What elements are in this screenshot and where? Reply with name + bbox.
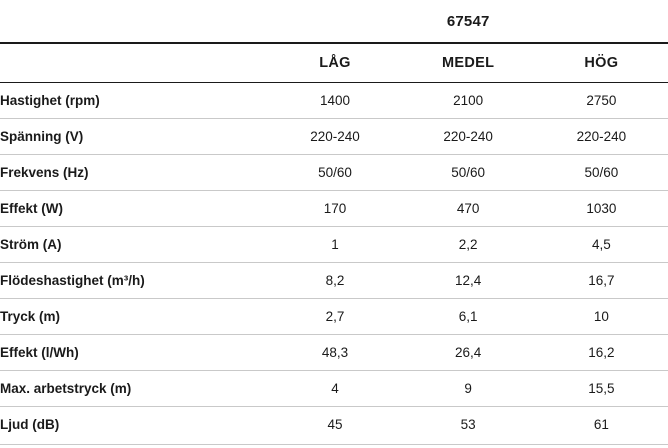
- row-value-medium: 9: [402, 371, 535, 407]
- row-value-medium: 470: [402, 191, 535, 227]
- row-value-high: 16,7: [535, 263, 668, 299]
- row-value-high: 4,5: [535, 227, 668, 263]
- row-value-low: 50/60: [268, 155, 401, 191]
- row-value-high: 50/60: [535, 155, 668, 191]
- row-value-low: 2,7: [268, 299, 401, 335]
- row-value-high: 10: [535, 299, 668, 335]
- table-row: [0, 299, 668, 335]
- table-row: [0, 119, 668, 155]
- table-row: [0, 191, 668, 227]
- row-value-high: 16,2: [535, 335, 668, 371]
- row-value-medium: 50/60: [402, 155, 535, 191]
- row-value-high: 220-240: [535, 119, 668, 155]
- row-value-high: 61: [535, 407, 668, 443]
- table-row: [0, 371, 668, 407]
- row-label: Ström (A): [0, 227, 268, 263]
- row-label: Effekt (W): [0, 191, 268, 227]
- row-value-medium: 2100: [402, 83, 535, 119]
- column-header-low: LÅG: [319, 55, 351, 71]
- table-row: [0, 335, 668, 371]
- row-label: Max. arbetstryck (m): [0, 371, 268, 407]
- column-header-high: HÖG: [584, 55, 619, 71]
- row-value-medium: 6,1: [402, 299, 535, 335]
- row-value-low: 8,2: [268, 263, 401, 299]
- row-label: Spänning (V): [0, 119, 268, 155]
- bottom-divider: [0, 444, 668, 445]
- row-label: Effekt (l/Wh): [0, 335, 268, 371]
- row-value-medium: 26,4: [402, 335, 535, 371]
- row-value-medium: 12,4: [402, 263, 535, 299]
- row-value-high: 2750: [535, 83, 668, 119]
- row-value-low: 48,3: [268, 335, 401, 371]
- row-label: Tryck (m): [0, 299, 268, 335]
- row-value-high: 15,5: [535, 371, 668, 407]
- column-header-medium: MEDEL: [442, 55, 495, 71]
- row-label: Frekvens (Hz): [0, 155, 268, 191]
- row-value-low: 4: [268, 371, 401, 407]
- row-value-medium: 2,2: [402, 227, 535, 263]
- row-value-low: 220-240: [268, 119, 401, 155]
- row-value-medium: 53: [402, 407, 535, 443]
- table-row: [0, 263, 668, 299]
- row-value-low: 1: [268, 227, 401, 263]
- table-row: [0, 155, 668, 191]
- table-row: [0, 83, 668, 119]
- table-header-row: [0, 44, 668, 83]
- row-value-medium: 220-240: [402, 119, 535, 155]
- row-label: Hastighet (rpm): [0, 83, 268, 119]
- table-row: [0, 407, 668, 443]
- row-label: Ljud (dB): [0, 407, 268, 443]
- model-row-spacer: [0, 0, 268, 43]
- row-value-low: 1400: [268, 83, 401, 119]
- model-row: [0, 0, 668, 43]
- row-label: Flödeshastighet (m³/h): [0, 263, 268, 299]
- row-value-low: 45: [268, 407, 401, 443]
- table-row: [0, 227, 668, 263]
- model-number: 67547: [446, 12, 490, 30]
- row-value-high: 1030: [535, 191, 668, 227]
- row-value-low: 170: [268, 191, 401, 227]
- column-header-blank: [0, 44, 268, 83]
